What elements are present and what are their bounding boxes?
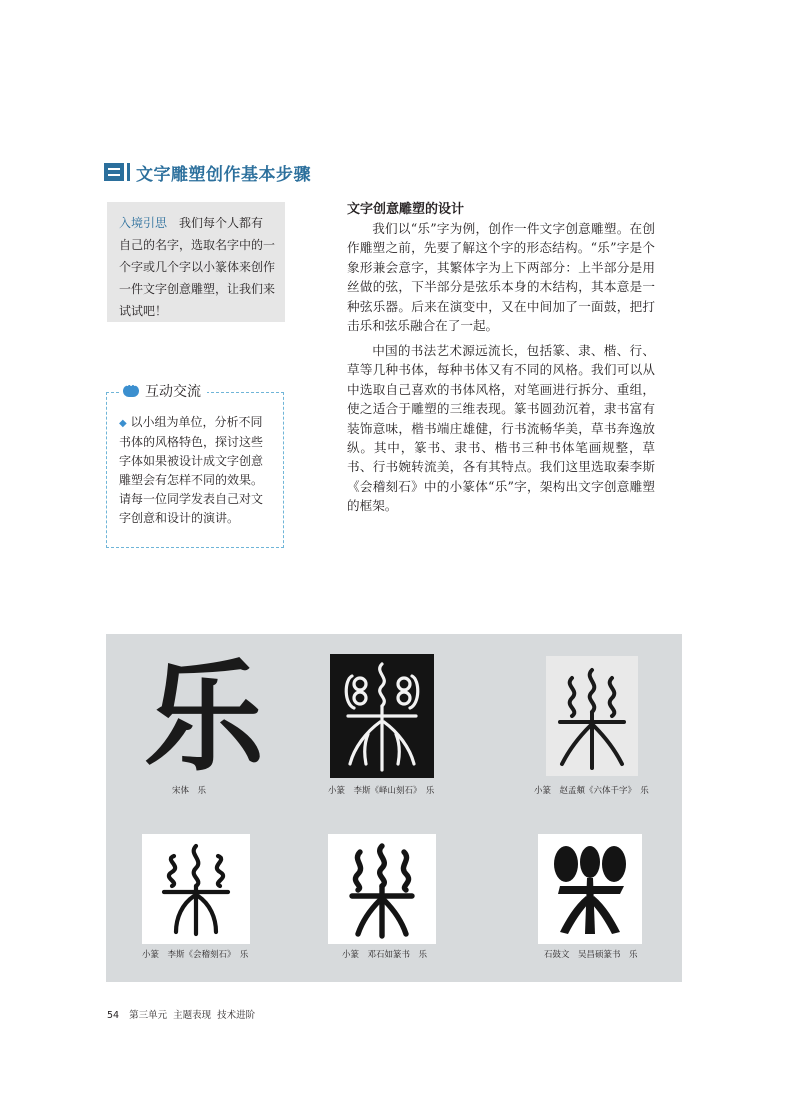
- seal-script-kuaiji-image: [142, 834, 250, 944]
- page-number: 54: [107, 1010, 120, 1021]
- stone-drum-wu-changshuo-image: [538, 834, 642, 944]
- section-divider: [127, 163, 130, 181]
- seal-script-yishan-image: [330, 654, 434, 778]
- caption-deng-shiru: 小篆 邓石如篆书 乐: [342, 950, 428, 960]
- footer-theme: 主题表现: [173, 1010, 212, 1021]
- caption-wu-changshuo: 石鼓文 吴昌硕篆书 乐: [544, 950, 638, 960]
- songti-character: 乐: [144, 649, 264, 788]
- interaction-text: 以小组为单位，分析不同书体的风格特色，探讨这些字体如果被设计成文字创意雕塑会有怎样不同的效果。请每一位同学发表自己对文字创意和设计的演讲。: [119, 415, 264, 525]
- design-paragraph-1: 我们以“乐”字为例，创作一件文字创意雕塑。在创作雕塑之前，先要了解这个字的形态结构。“乐”字是个象形兼会意字，其繁体字为上下两部分：上半部分是用丝做的弦，下半部分是弦乐本身的木结构，其本意是一种弦乐器。后来在演变中，又在中间加了一面鼓，把打击乐和弦乐融合在了一起。: [347, 221, 655, 334]
- interaction-title: 互动交流: [145, 384, 201, 400]
- page-footer: [107, 1007, 265, 1021]
- intro-text: 我们每个人都有自己的名字，选取名字中的一个字或几个字以小篆体来创作一件文字创意雕塑，让我们来试试吧！: [119, 216, 276, 318]
- seal-script-deng-shiru-image: [328, 834, 436, 944]
- intro-box: [107, 202, 285, 322]
- footer-unit: 第三单元: [129, 1010, 168, 1021]
- section-icon: [104, 163, 124, 181]
- intro-lead: 入境引思: [119, 216, 168, 230]
- speech-bubble-icon: [123, 385, 139, 397]
- diamond-bullet-icon: ◆: [119, 418, 127, 429]
- caption-kuaiji: 小篆 李斯《会稽刻石》 乐: [142, 950, 249, 960]
- design-paragraph-2: 中国的书法艺术源远流长，包括篆、隶、楷、行、草等几种书体，每种书体又有不同的风格。我们可以从中选取自己喜欢的书体风格，对笔画进行拆分、重组，使之适合于雕塑的三维表现。篆书圆劲沉着，隶书富有装饰意味，楷书端庄雄健，行书流畅华美，草书奔逸放纵。其中，篆书、隶书、楷书三种书体笔画规整，草书、行书婉转流美，各有其特点。我们这里选取秦李斯《会稽刻石》中的小篆体“乐”字，架构出文字创意雕塑的框架。: [347, 343, 655, 514]
- seal-script-zhao-mengfu-image: [546, 656, 638, 776]
- caption-zhao-mengfu: 小篆 赵孟頫《六体千字》 乐: [534, 786, 649, 796]
- caption-songti: 宋体 乐: [172, 786, 207, 796]
- footer-skill: 技术进阶: [217, 1010, 256, 1021]
- caption-yishan: 小篆 李斯《峄山刻石》 乐: [328, 786, 435, 796]
- interaction-box: [106, 392, 284, 548]
- section-title: 文字雕塑创作基本步骤: [136, 165, 311, 185]
- interaction-heading: [121, 381, 207, 401]
- calligraphy-gallery: [106, 634, 682, 982]
- design-title: 文字创意雕塑的设计: [347, 202, 465, 217]
